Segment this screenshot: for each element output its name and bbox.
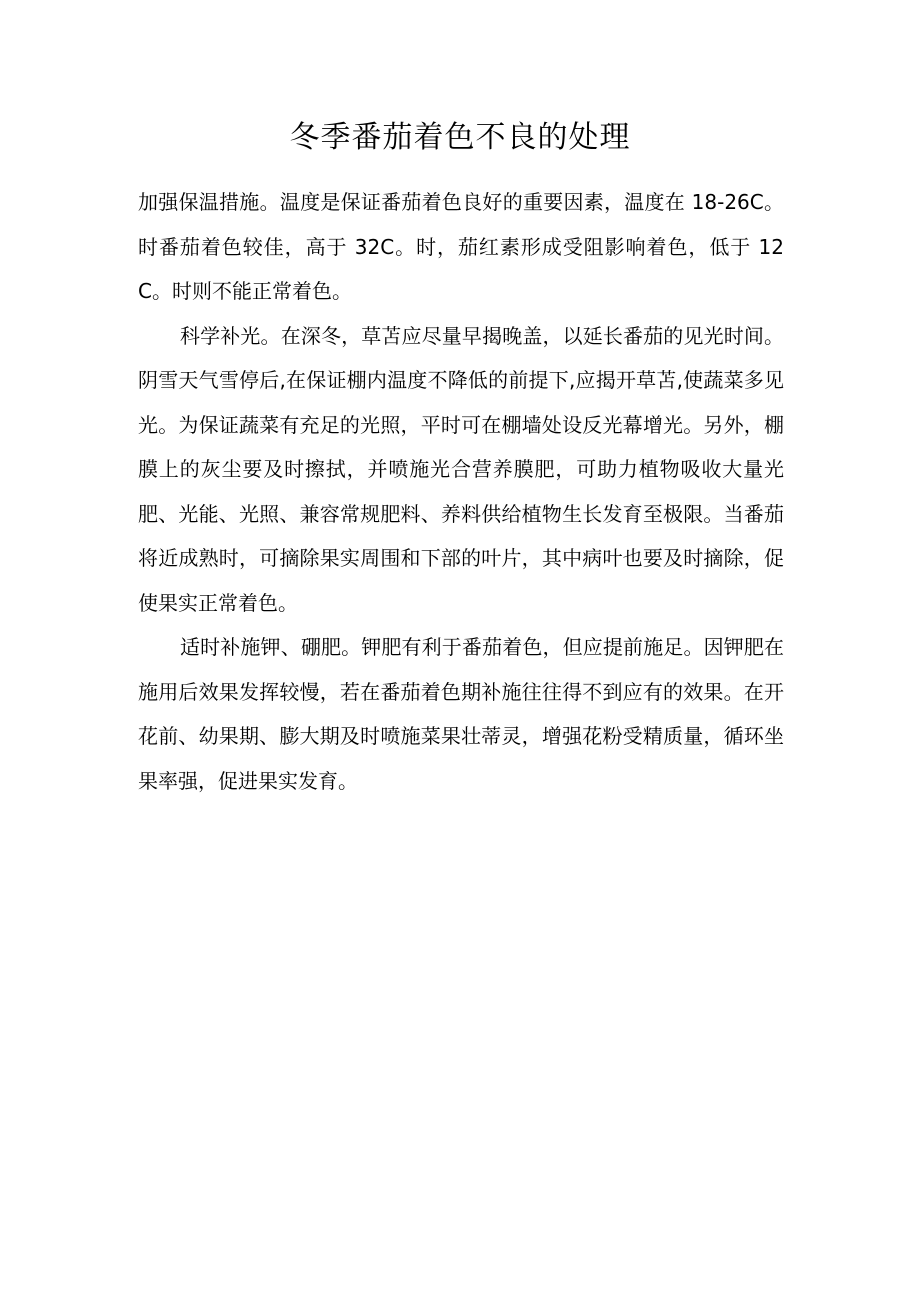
paragraph-insulation: 加强保温措施。温度是保证番茄着色良好的重要因素，温度在 18-26C。时番茄着色较佳，高于 32C。时，茄红素形成受阻影响着色，低于 12C。时则不能正常着色。 (138, 190, 784, 303)
document-body (138, 180, 784, 803)
paragraph-light: 科学补光。在深冬，草苫应尽量早揭晚盖，以延长番茄的见光时间。阴雪天气雪停后,在保证棚内温度不降低的前提下,应揭开草苫,使蔬菜多见光。为保证蔬菜有充足的光照，平时可在棚墙处设反光幕增光。另外，棚膜上的灰尘要及时擦拭，并喷施光合营养膜肥，可助力植物吸收大量光肥、光能、光照、兼容常规肥料、养料供给植物生长发育至极限。当番茄将近成熟时，可摘除果实周围和下部的叶片，其中病叶也要及时摘除，促使果实正常着色。 (138, 323, 784, 615)
paragraph-fertilizer: 适时补施钾、硼肥。钾肥有利于番茄着色，但应提前施足。因钾肥在施用后效果发挥较慢，若在番茄着色期补施往往得不到应有的效果。在开花前、幼果期、膨大期及时喷施菜果壮蒂灵，增强花粉受精质量，循环坐果率强，促进果实发育。 (138, 635, 784, 793)
document-title: 冬季番茄着色不良的处理 (289, 120, 631, 155)
